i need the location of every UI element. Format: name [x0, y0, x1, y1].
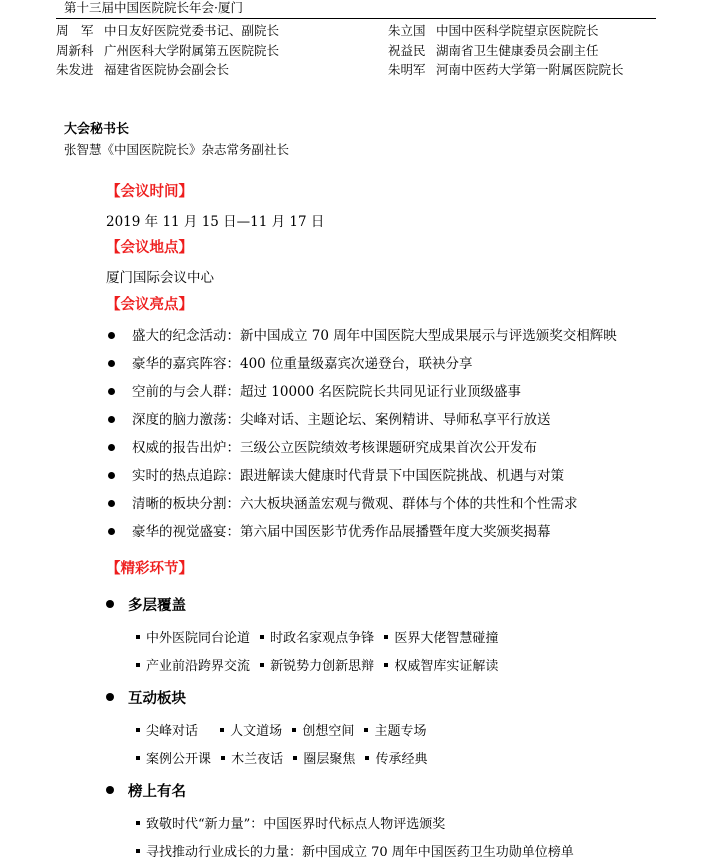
running-header [56, 0, 656, 19]
bullet-icon [106, 786, 114, 794]
session-item: 主题专场 [374, 724, 427, 739]
member-name: 朱立国 [388, 23, 426, 38]
meeting-place-label: 【会议地点】 [106, 240, 193, 256]
square-bullet-icon [136, 663, 140, 667]
bullet-icon [108, 444, 115, 451]
list-item [108, 409, 698, 437]
square-bullet-icon [260, 663, 264, 667]
highlight-text: 权威的报告出炉：三级公立医院绩效考核课题研究成果首次公开发布 [132, 440, 537, 456]
square-bullet-icon [136, 849, 140, 853]
square-bullet-icon [221, 756, 225, 760]
member-role: 福建省医院协会副会长 [104, 62, 230, 77]
header-title: 第十三届中国医院院长年会·厦门 [64, 0, 243, 15]
bullet-icon [108, 416, 115, 423]
committee-row [56, 60, 676, 80]
session-item: 时政名家观点争锋 [270, 631, 375, 646]
list-item [108, 437, 698, 465]
bullet-icon [108, 472, 115, 479]
group-title-text: 多层覆盖 [128, 598, 186, 614]
square-bullet-icon [136, 635, 140, 639]
committee-row [56, 41, 676, 61]
secretary-person: 张智慧《中国医院院长》杂志常务副社长 [64, 142, 290, 157]
list-item [108, 465, 698, 493]
highlight-text: 清晰的板块分割：六大板块涵盖宏观与微观、群体与个体的共性和个性需求 [132, 496, 578, 512]
list-item [108, 353, 698, 381]
square-bullet-icon [293, 756, 297, 760]
session-item: 尖峰对话 [146, 724, 199, 739]
square-bullet-icon [136, 821, 140, 825]
sessions-label: 【精彩环节】 [106, 561, 193, 577]
square-bullet-icon [365, 756, 369, 760]
highlight-text: 实时的热点追踪：跟进解读大健康时代背景下中国医院挑战、机遇与对策 [132, 468, 564, 484]
highlight-text: 深度的脑力激荡：尖峰对话、主题论坛、案例精讲、导师私享平行放送 [132, 412, 551, 428]
session-line [136, 748, 433, 767]
member-name: 周 军 [56, 23, 94, 38]
session-item: 致敬时代“新力量”：中国医界时代标点人物评选颁奖 [146, 817, 446, 832]
member-name: 朱明军 [388, 62, 426, 77]
square-bullet-icon [384, 663, 388, 667]
square-bullet-icon [136, 756, 140, 760]
session-line [136, 720, 432, 739]
session-line [136, 813, 451, 832]
list-item [108, 325, 698, 353]
session-group-title [106, 687, 186, 708]
session-item: 木兰夜话 [231, 752, 284, 767]
highlight-text: 豪华的视觉盛宴：第六届中国医影节优秀作品展播暨年度大奖颁奖揭幕 [132, 524, 551, 540]
session-item: 产业前沿跨界交流 [146, 659, 251, 674]
square-bullet-icon [364, 728, 368, 732]
session-item: 权威智库实证解读 [394, 659, 499, 674]
member-role: 湖南省卫生健康委员会副主任 [436, 42, 599, 58]
member-role: 河南中医药大学第一附属医院院长 [436, 62, 624, 77]
highlight-text: 豪华的嘉宾阵容：400 位重量级嘉宾次递登台，联袂分享 [132, 356, 473, 372]
square-bullet-icon [384, 635, 388, 639]
member-role: 中国中医科学院望京医院院长 [436, 23, 599, 38]
session-item: 创想空间 [302, 724, 355, 739]
session-item: 人文道场 [230, 724, 283, 739]
committee-row [56, 21, 676, 41]
bullet-icon [108, 360, 115, 367]
session-item: 中外医院同台论道 [146, 631, 251, 646]
member-name: 周新科 [56, 42, 94, 58]
highlight-text: 盛大的纪念活动：新中国成立 70 周年中国医院大型成果展示与评选颁奖交相辉映 [132, 328, 617, 344]
session-item: 新锐势力创新思辩 [270, 659, 375, 674]
session-item: 医界大佬智慧碰撞 [394, 631, 499, 646]
bullet-icon [106, 600, 114, 608]
session-line [136, 627, 504, 646]
bullet-icon [108, 332, 115, 339]
member-role: 广州医科大学附属第五医院院长 [104, 42, 280, 58]
list-item [108, 493, 698, 521]
bullet-icon [108, 500, 115, 507]
session-item: 案例公开课 [146, 752, 212, 767]
bullet-icon [106, 693, 114, 701]
bullet-icon [108, 528, 115, 535]
group-title-text: 榜上有名 [128, 784, 186, 800]
meeting-place-value: 厦门国际会议中心 [106, 270, 214, 286]
list-item [108, 521, 698, 549]
list-item [108, 381, 698, 409]
session-line [136, 655, 504, 674]
square-bullet-icon [292, 728, 296, 732]
highlight-text: 空前的与会人群：超过 10000 名医院院长共同见证行业顶级盛事 [132, 384, 522, 400]
bullet-icon [108, 388, 115, 395]
meeting-time-label: 【会议时间】 [106, 184, 193, 200]
member-name: 祝益民 [388, 42, 426, 58]
session-line [136, 841, 580, 860]
highlights-list [108, 325, 698, 549]
member-role: 中日友好医院党委书记、副院长 [104, 23, 280, 38]
square-bullet-icon [136, 728, 140, 732]
session-group-title [106, 780, 186, 801]
group-title-text: 互动板块 [128, 691, 186, 707]
highlights-label: 【会议亮点】 [106, 297, 193, 313]
session-item: 寻找推动行业成长的力量：新中国成立 70 周年中国医药卫生功勋单位榜单 [146, 845, 574, 860]
session-item: 传承经典 [375, 752, 428, 767]
meeting-time-value: 2019 年 11 月 15 日—11 月 17 日 [106, 214, 325, 230]
secretary-heading: 大会秘书长 [64, 122, 130, 137]
committee-list [56, 21, 676, 80]
session-item: 圈层聚焦 [303, 752, 356, 767]
square-bullet-icon [260, 635, 264, 639]
square-bullet-icon [220, 728, 224, 732]
member-name: 朱发进 [56, 62, 94, 77]
session-group-title [106, 594, 186, 615]
